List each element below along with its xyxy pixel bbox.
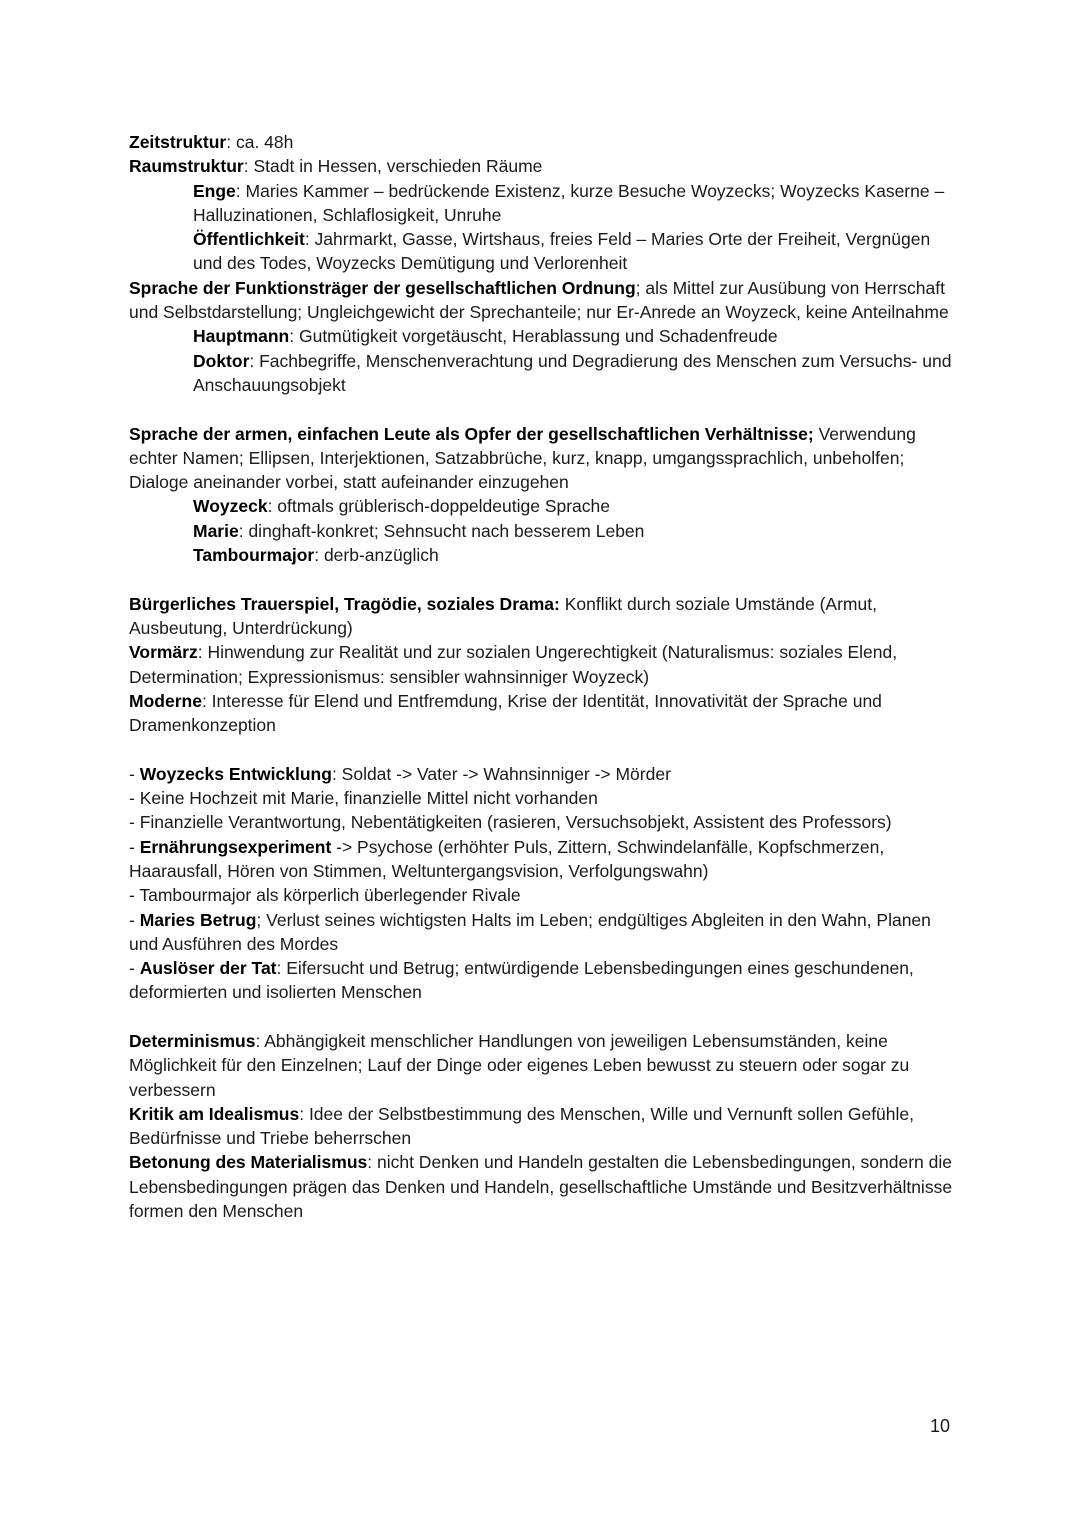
raumstruktur-term: Raumstruktur [129,156,244,177]
list-item [129,762,954,786]
enge-paragraph [129,179,954,228]
zeitstruktur-text: : ca. 48h [226,132,294,152]
oeffentlichkeit-paragraph [129,227,954,276]
doktor-text: : Fachbegriffe, Menschenverachtung und Degradierung des Menschen zum Versuchs- und Anschauungsobjekt [193,350,952,395]
materialismus-term: Betonung des Materialismus [129,1152,368,1173]
list-item [129,956,954,1005]
doktor-term: Doktor [193,350,250,371]
list-item [129,835,954,884]
moderne-text: : Interesse für Elend und Entfremdung, Krise der Identität, Innovativität der Sprache und Dramenkonzeption [129,690,882,736]
entwicklung-term: Woyzecks Entwicklung [139,763,332,784]
idealismus-text: : Idee der Selbstbestimmung des Menschen, Wille und Vernunft sollen Gefühle, Bedürfnisse und Triebe beherrschen [129,1103,915,1149]
idealismus-term: Kritik am Idealismus [129,1103,300,1124]
marie-paragraph [129,519,954,543]
woyzeck-paragraph [129,494,954,518]
hauptmann-paragraph [129,324,954,348]
materialismus-text: : nicht Denken und Handeln gestalten die Lebensbedingungen, sondern die Lebensbedingungen prägen das Denken und Handeln, gesellschaftliche Umstände und Besitzverhältnisse formen den Menschen [129,1152,953,1222]
list-dash: - [129,958,140,979]
arme-leute-paragraph [129,422,954,495]
zeitstruktur-term: Zeitstruktur [129,132,227,152]
list-item: - Keine Hochzeit mit Marie, finanzielle Mittel nicht vorhanden [129,788,598,809]
funktionstraeger-term: Sprache der Funktionsträger der gesellschaftlichen Ordnung [129,277,636,298]
betrug-text: ; Verlust seines wichtigsten Halts im Leben; endgültiges Abgleiten in den Wahn, Planen und Ausführen des Mordes [129,909,931,954]
trauerspiel-paragraph [129,592,954,641]
raumstruktur-paragraph [129,154,954,178]
enge-text: : Maries Kammer – bedrückende Existenz, kurze Besuche Woyzecks; Woyzecks Kaserne – Halluzinationen, Schlaflosigkeit, Unruhe [193,180,945,225]
funktionstraeger-text: ; als Mittel zur Ausübung von Herrschaft und Selbstdarstellung; Ungleichgewicht der Sprechanteile; nur Er-Anrede an Woyzeck, keine Anteilnahme [129,277,949,323]
arme-leute-term: Sprache der armen, einfachen Leute als Opfer der gesellschaftlichen Verhältnisse; [129,423,814,444]
moderne-paragraph [129,689,954,738]
vormaerz-text: : Hinwendung zur Realität und zur sozialen Ungerechtigkeit (Naturalismus: soziales Elend, Determination; Expressionismus: sensibler wahnsinniger Woyzeck) [129,642,898,687]
page-number: 10 [930,1416,951,1436]
zeitstruktur-paragraph [129,130,954,154]
hauptmann-text: : Gutmütigkeit vorgetäuscht, Herablassung und Schadenfreude [289,326,778,347]
entwicklung-text: : Soldat -> Vater -> Wahnsinniger -> Mörder [331,763,671,784]
doktor-paragraph [129,349,954,398]
paragraph-gap [129,397,954,421]
trauerspiel-term: Bürgerliches Trauerspiel, Tragödie, soziales Drama: [129,593,560,614]
tambourmajor-text: : derb-anzüglich [314,545,439,566]
hauptmann-term: Hauptmann [193,326,290,347]
tambourmajor-term: Tambourmajor [193,545,315,566]
list-item: - Finanzielle Verantwortung, Nebentätigkeiten (rasieren, Versuchsobjekt, Assistent des Professors) [129,812,892,833]
marie-term: Marie [193,520,239,541]
list-dash: - [129,909,140,930]
materialismus-paragraph [129,1150,954,1223]
page-content [129,130,954,1223]
idealismus-paragraph [129,1102,954,1151]
ausloeser-text: : Eifersucht und Betrug; entwürdigende Lebensbedingungen eines geschundenen, deformierten und isolierten Menschen [129,958,914,1003]
determinismus-text: : Abhängigkeit menschlicher Handlungen von jeweiligen Lebensumständen, keine Möglichkeit für den Einzelnen; Lauf der Dinge oder eigenes Leben bewusst zu steuern oder sogar zu verbessern [129,1030,910,1100]
trauerspiel-text: Konflikt durch soziale Umstände (Armut, Ausbeutung, Unterdrückung) [129,593,877,638]
oeffentlichkeit-text: : Jahrmarkt, Gasse, Wirtshaus, freies Feld – Maries Orte der Freiheit, Vergnügen und des Todes, Woyzecks Demütigung und Verlorenheit [193,229,931,274]
list-item [129,908,954,957]
moderne-term: Moderne [129,690,202,711]
ausloeser-term: Auslöser der Tat [139,958,277,979]
funktionstraeger-paragraph [129,276,954,325]
experiment-term: Ernährungsexperiment [139,836,332,857]
vormaerz-paragraph [129,640,954,689]
list-dash: - [129,836,140,857]
marie-text: : dinghaft-konkret; Sehnsucht nach besserem Leben [238,520,645,541]
betrug-term: Maries Betrug [139,909,257,930]
enge-term: Enge [193,180,236,201]
oeffentlichkeit-term: Öffentlichkeit [193,229,305,250]
determinismus-term: Determinismus [129,1030,256,1051]
raumstruktur-text: : Stadt in Hessen, verschieden Räume [243,156,543,177]
determinismus-paragraph [129,1029,954,1102]
vormaerz-term: Vormärz [129,642,198,663]
woyzeck-text: : oftmals grüblerisch-doppeldeutige Sprache [267,496,610,517]
arme-leute-text: Verwendung echter Namen; Ellipsen, Interjektionen, Satzabbrüche, kurz, knapp, umgangssprachlich, unbeholfen; Dialoge aneinander vorbei, statt aufeinander einzugehen [129,423,916,493]
list-item: - Tambourmajor als körperlich überlegender Rivale [129,885,521,906]
list-dash: - [129,763,140,784]
woyzeck-term: Woyzeck [193,496,268,517]
paragraph-gap [129,737,954,761]
paragraph-gap [129,567,954,591]
experiment-text: -> Psychose (erhöhter Puls, Zittern, Schwindelanfälle, Kopfschmerzen, Haarausfall, Hören von Stimmen, Weltuntergangsvision, Verfolgungswahn) [129,836,885,881]
tambourmajor-paragraph [129,543,954,567]
paragraph-gap [129,1005,954,1029]
